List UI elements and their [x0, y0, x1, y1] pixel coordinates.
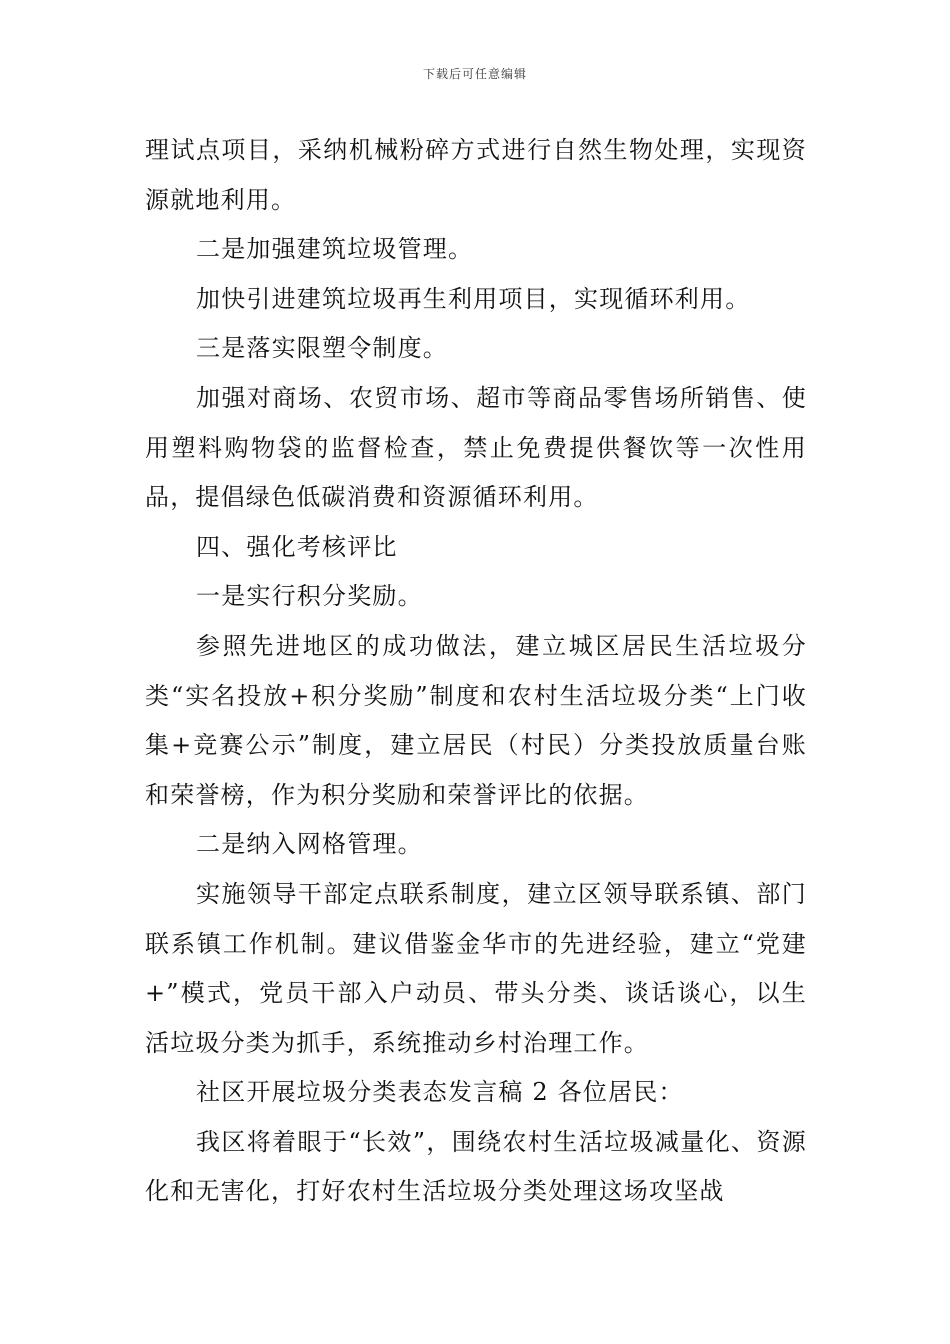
paragraph-5: 加强对商场、农贸市场、超市等商品零售场所销售、使用塑料购物袋的监督检查，禁止免费提供餐饮等一次性用品，提倡绿色低碳消费和资源循环利用。: [145, 383, 807, 512]
paragraph-2: 二是加强建筑垃圾管理。: [196, 235, 474, 264]
paragraph-1: 理试点项目，采纳机械粉碎方式进行自然生物处理，实现资源就地利用。: [145, 136, 807, 214]
section-heading: 四、强化考核评比: [196, 532, 398, 561]
paragraph-4: 三是落实限塑令制度。: [196, 334, 448, 363]
paragraph-9: 二是纳入网格管理。: [196, 830, 423, 859]
paragraph-11: 社区开展垃圾分类表态发言稿 2 各位居民：: [196, 1078, 684, 1107]
paragraph-10: 实施领导干部定点联系制度，建立区领导联系镇、部门联系镇工作机制。建议借鉴金华市的先进经验，建立“党建+”模式，党员干部入户动员、带头分类、谈话谈心，以生活垃圾分类为抓手，系统推动乡村治理工作。: [145, 879, 807, 1057]
paragraph-3: 加快引进建筑垃圾再生利用项目，实现循环利用。: [196, 284, 751, 313]
paragraph-8: 参照先进地区的成功做法，建立城区居民生活垃圾分类“实名投放+积分奖励”制度和农村生活垃圾分类“上门收集+竞赛公示”制度，建立居民（村民）分类投放质量台账和荣誉榜，作为积分奖励和荣誉评比的依据。: [145, 631, 807, 809]
paragraph-7: 一是实行积分奖励。: [196, 582, 423, 611]
paragraph-12: 我区将着眼于“长效”，围绕农村生活垃圾减量化、资源化和无害化，打好农村生活垃圾分类处理这场攻坚战: [145, 1127, 807, 1206]
page-header: 下载后可任意编辑: [422, 67, 527, 81]
document-body: [145, 126, 807, 1217]
